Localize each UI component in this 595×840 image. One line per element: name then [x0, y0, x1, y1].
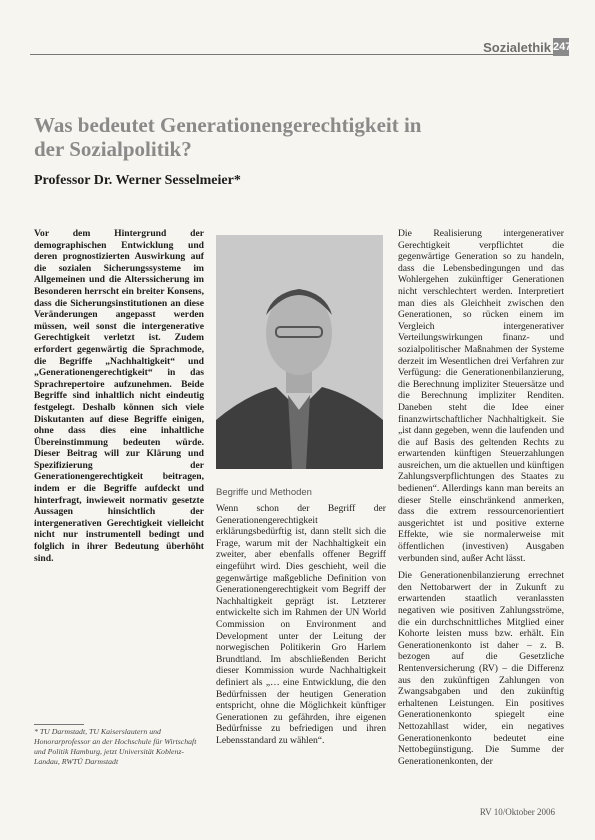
abstract-column: [34, 228, 204, 570]
right-text-paragraph-2: Die Generationenbilanzierung errechnet den Nettobarwert der in Zukunft zu erwartenden staatlich veranlassten negativen wie positiven Zahlungsströme, die ein durchschnittliches Mitglied einer Kohorte leisten muss bzw. erhält. Ein Generationenkonto ist daher – z. B. bezogen auf die Gesetzliche Rentenversicherung (RV) – die Differenz aus den zukünftigen Zahlungen von Zwangsabgaben und den zukünftig erhaltenen Leistungen. Ein positives Generationenkonto spiegelt eine Nettozahllast wider, ein negatives Generationenkonto bedeutet eine Nettobegünstigung. Die Summe der Generationenkonten, der: [398, 570, 564, 767]
footnote-rule: [34, 724, 84, 725]
section-label: Sozialethik: [483, 40, 551, 55]
right-text-paragraph-1: Die Realisierung intergenerativer Gerechtigkeit verpflichtet die gegenwärtige Generation so zu handeln, dass die Lebensbedingungen und das Wohlergehen zukünftiger Generationen nicht verschlechtert werden. Interpretiert man dies als Gleichheit zwischen den Generationen, so rücken einem im Vergleich intergenerativer Verteilungswirkungen finanz- und sozialpolitischer Maßnahmen der Systeme derzeit im Wesentlichen drei Verfahren zur Verfügung: die Generationenbilanzierung, die Berechnung impliziter Steuersätze und die Berechnung impliziter Renditen. Daneben steht die Idee einer finanzwirtschaftlicher Nachhaltigkeit. Sie „ist dann gegeben, wenn die laufenden und die auf Basis des geltenden Rechts zu erwartenden künftigen Steuerzahlungen ausreichen, um die aktuellen und künftigen Zahlungsverpflichtungen des Staates zu bedienen“. Allerdings kann man bereits an dieser Stelle einschränkend anmerken, dass die extrem ressourcenorientiert ausgerichtet ist und positive externe Effekte, wie sie normalerweise mit öffentlichen (investiven) Ausgaben verbunden sind, außer Acht lässt.: [398, 228, 564, 564]
middle-column: [216, 503, 386, 752]
footnote: * TU Darmstadt, TU Kaiserslautern und Honorarprofessor an der Hochschule für Wirtschaft und Politik Hamburg, jetzt Universität Koblenz-Landau, RWTÜ Darmstadt: [34, 727, 197, 766]
article-title: Was bedeutet Generationengerechtigkeit in der Sozialpolitik?: [34, 113, 422, 161]
article-author: Professor Dr. Werner Sesselmeier*: [34, 173, 241, 188]
author-photo: [216, 235, 383, 469]
middle-text: Wenn schon der Begriff der Generationengerechtigkeit erklärungsbedürftig ist, dann stellt sich die Frage, warum mit der Nachhaltigkeit ein zweiter, aber ebenfalls offener Begriff eingeführt wird. Dies geschieht, weil die gegenwärtige maßgebliche Definition von Generationengerechtigkeit vom Begriff der Nachhaltigkeit geprägt ist. Letzterer entwickelte sich im Rahmen der UN World Commission on Environment and Development unter der Leitung der norwegischen Politikerin Gro Harlem Brundtland. Im abschließenden Bericht dieser Kommission wurde Nachhaltigkeit definiert als „… eine Entwicklung, die den Bedürfnissen der heutigen Generation entspricht, ohne die Möglichkeit künftiger Generationen zu gefährden, ihre eigenen Bedürfnisse zu befriedigen und ihren Lebensstandard zu wählen“.: [216, 503, 386, 746]
abstract-text: Vor dem Hintergrund der demographischen Entwicklung und deren prognostizierten Auswirkung auf die sozialen Sicherungssysteme im Allgemeinen und die Alterssicherung im Besonderen herrscht ein breiter Konsens, dass die Sicherungsinstitutionen an diese Veränderungen angepasst werden müssen, weil sonst die intergenerative Gerechtigkeit verletzt ist. Zudem erfordert gegenwärtig die Sprachmode, die Begriffe „Nachhaltigkeit“ und „Generationengerechtigkeit“ in das Sprachrepertoire aufzunehmen. Beide Begriffe sind inhaltlich nicht eindeutig festgelegt. Deshalb können sich viele Diskutanten auf diese Begriffe einigen, ohne dass dies eine inhaltliche Übereinstimmung bedeuten würde. Dieser Beitrag will zur Klärung und Spezifizierung der Generationengerechtigkeit beitragen, indem er die Begriffe aufdeckt und hinterfragt, inwieweit normativ gesetzte Aussagen hinsichtlich der intergenerativen Gerechtigkeit vielleicht nicht nur instrumentell bedingt und folglich in ihrer Bedeutung überhöht sind.: [34, 228, 204, 564]
photo-caption: Begriffe und Methoden: [216, 487, 312, 498]
right-column: [398, 228, 564, 773]
issue-info: RV 10/Oktober 2006: [479, 807, 555, 817]
page-number: 247: [553, 38, 569, 56]
